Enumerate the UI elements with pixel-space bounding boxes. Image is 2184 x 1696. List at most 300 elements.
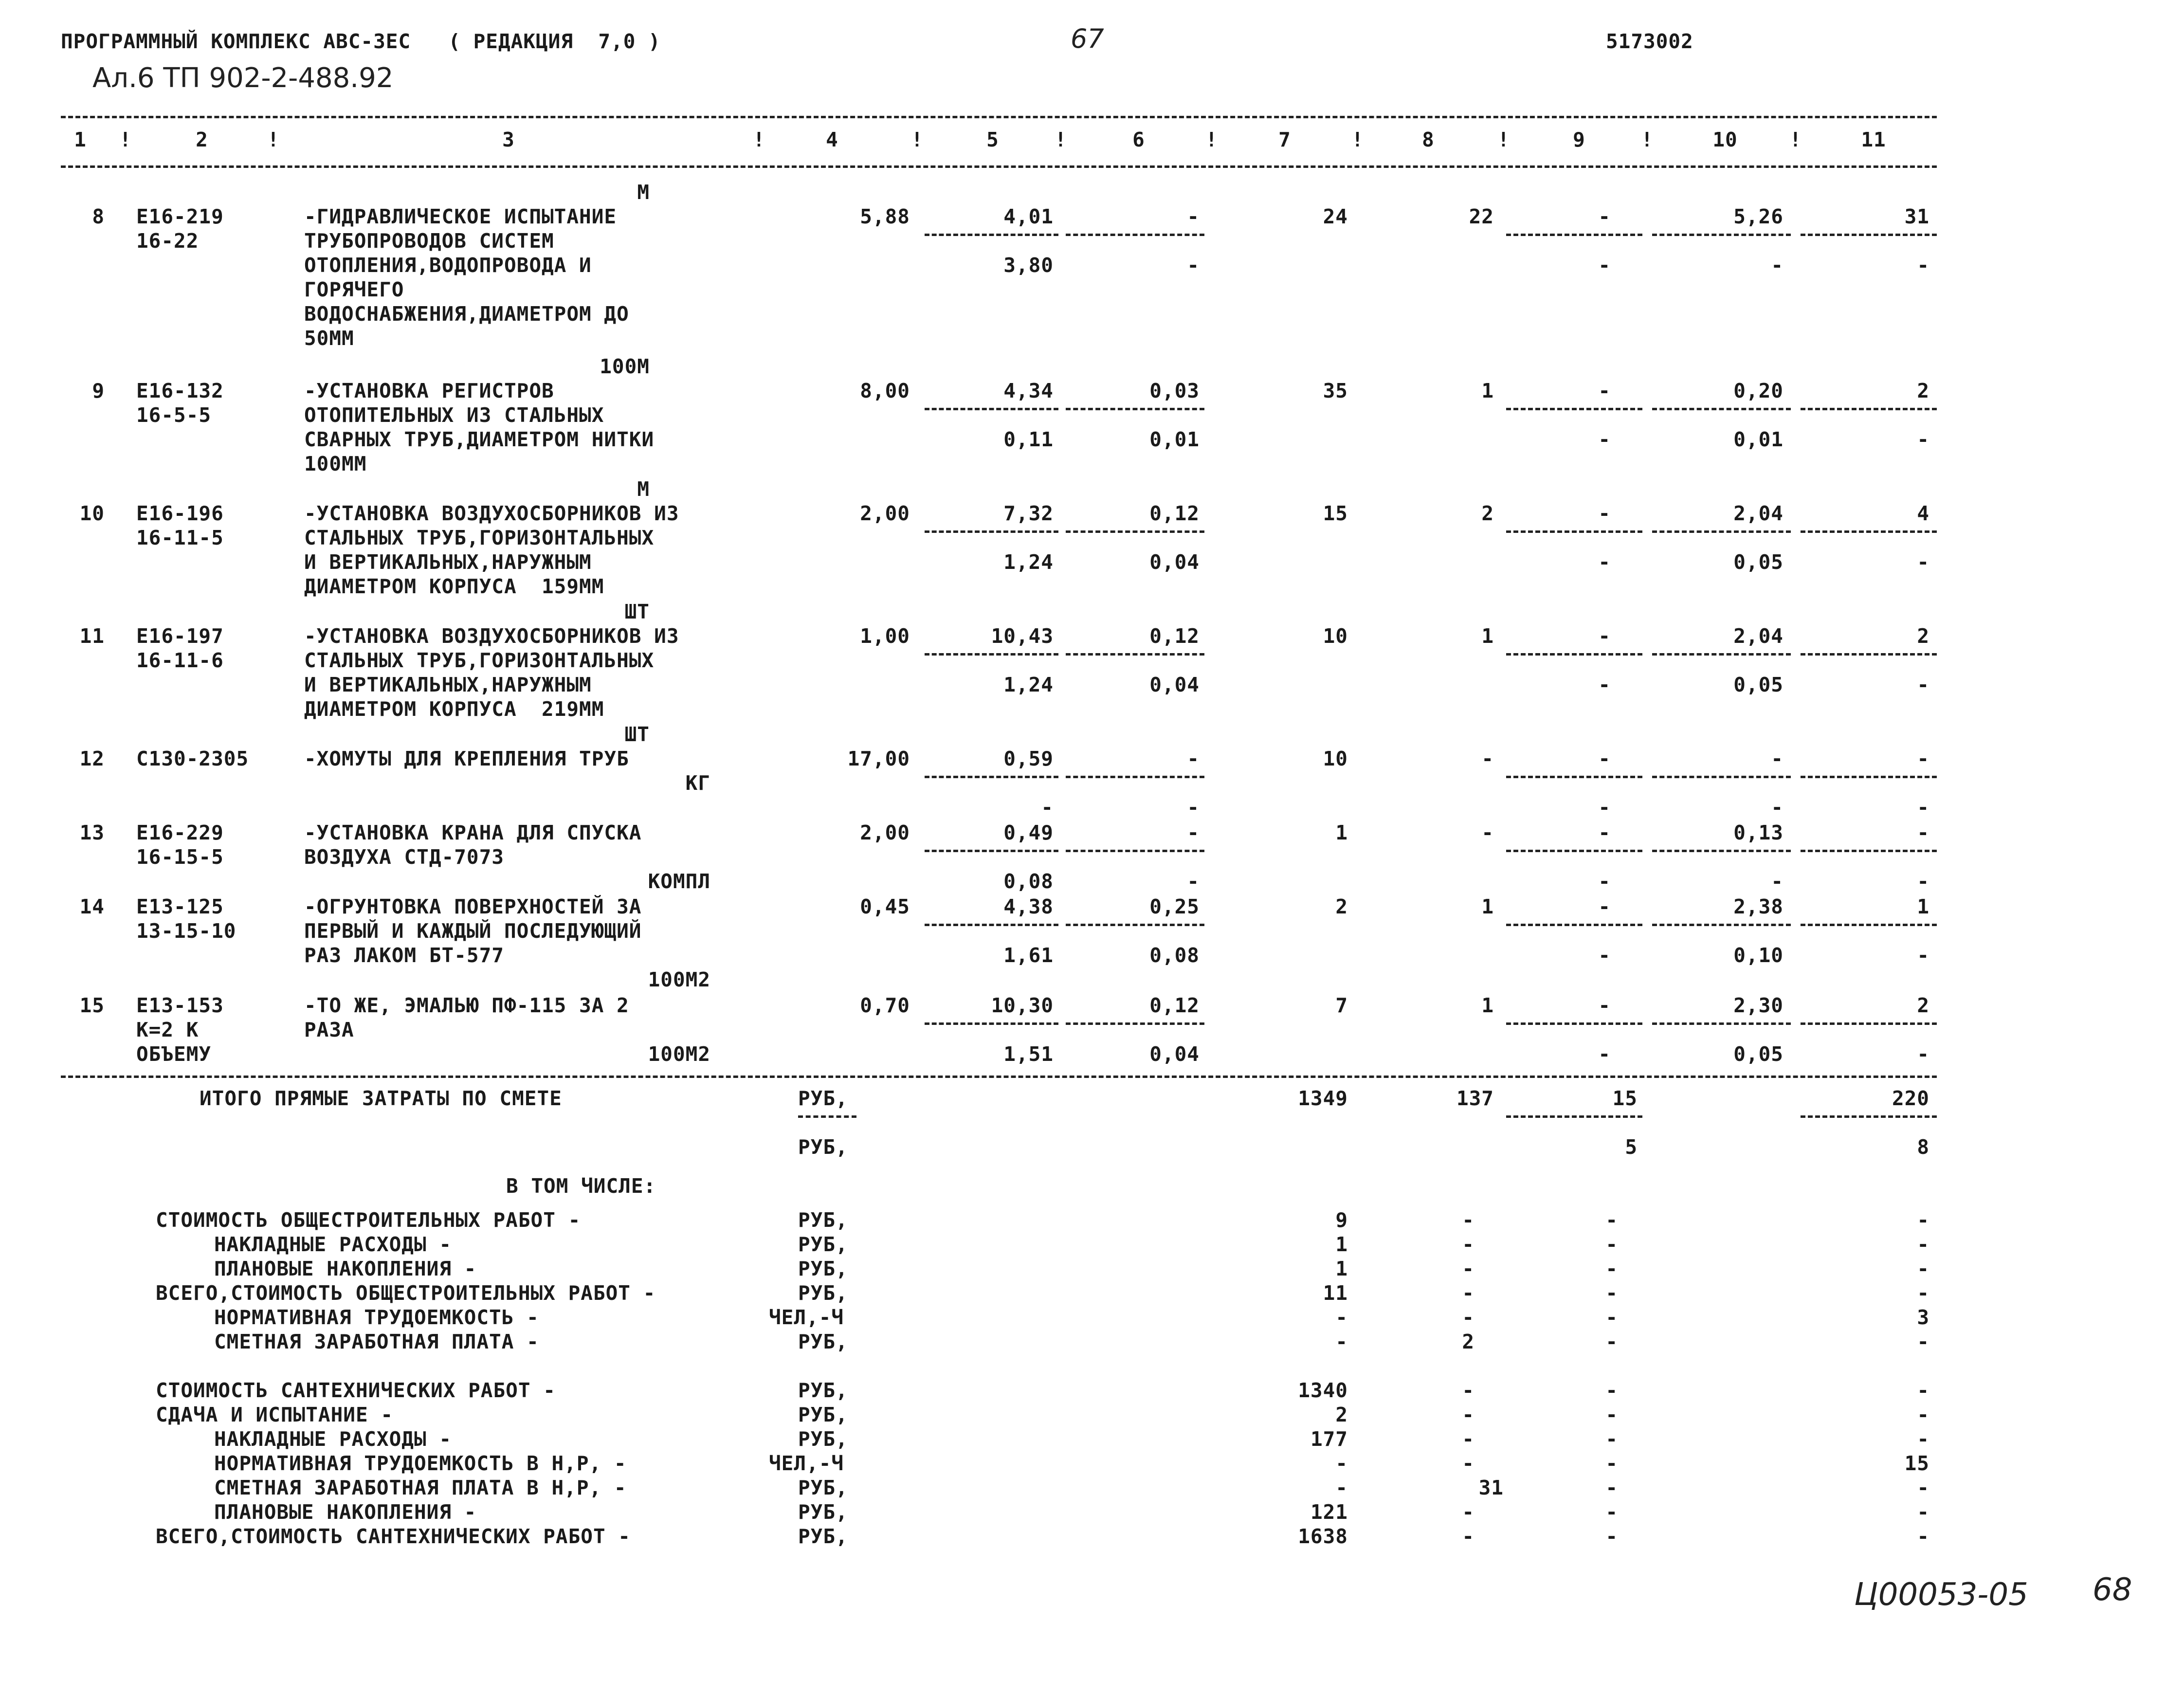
work-description: РАЗА	[304, 1018, 354, 1041]
work-description: -УСТАНОВКА ВОЗДУХОСБОРНИКОВ ИЗ	[304, 624, 679, 648]
position-code: 16-5-5	[136, 403, 212, 427]
column-separator: !	[1789, 128, 1802, 151]
work-description: -УСТАНОВКА РЕГИСТРОВ	[304, 379, 554, 402]
totals-label: ИТОГО ПРЯМЫЕ ЗАТРАТЫ ПО СМЕТЕ	[200, 1087, 562, 1110]
summary-label: СМЕТНАЯ ЗАРАБОТНАЯ ПЛАТА В Н,Р, -	[214, 1476, 627, 1499]
row-number: 11	[79, 624, 105, 648]
summary-col9: -	[1605, 1500, 1618, 1524]
work-description: ОТОПИТЕЛЬНЫХ ИЗ СТАЛЬНЫХ	[304, 403, 604, 427]
col9-value: -	[1598, 205, 1611, 228]
labor-hours-lower: -	[1771, 254, 1784, 277]
split-rule	[1652, 1022, 1791, 1025]
unit-label: 100М2	[648, 1042, 710, 1066]
summary-cost: 1340	[1298, 1379, 1348, 1402]
total-cost: 35	[1323, 379, 1348, 402]
column-header-11: 11	[1861, 128, 1886, 151]
summary-unit: РУБ,	[798, 1403, 848, 1426]
position-code: ОБЪЕМУ	[136, 1042, 212, 1066]
labor-hours: 0,13	[1733, 821, 1784, 844]
row-number: 9	[92, 379, 105, 402]
summary-unit: РУБ,	[798, 1257, 848, 1280]
summary-unit: ЧЕЛ,-Ч	[769, 1452, 844, 1475]
unit-label: М	[637, 477, 650, 501]
total-hours-lower: -	[1917, 1042, 1929, 1066]
column-separator: !	[1351, 128, 1364, 151]
summary-hours: -	[1917, 1525, 1929, 1548]
summary-labor: -	[1462, 1306, 1474, 1329]
summary-cost: 9	[1335, 1208, 1348, 1232]
summary-unit: РУБ,	[798, 1208, 848, 1232]
totals-rule	[61, 1076, 1937, 1078]
summary-col9: -	[1605, 1330, 1618, 1353]
total-hours-lower: -	[1917, 428, 1929, 451]
quantity: 5,88	[860, 205, 910, 228]
split-rule	[925, 234, 1058, 236]
unit-machine-cost: -	[1187, 821, 1200, 844]
summary-label: СТОИМОСТЬ ОБЩЕСТРОИТЕЛЬНЫХ РАБОТ -	[156, 1208, 581, 1232]
quantity: 0,70	[860, 994, 910, 1017]
unit-wage: 0,08	[1003, 870, 1054, 893]
summary-hours: -	[1917, 1208, 1929, 1232]
unit-wage: 3,80	[1003, 254, 1054, 277]
split-rule	[925, 408, 1058, 410]
col9-lower: -	[1598, 550, 1611, 574]
quantity: 17,00	[847, 747, 910, 770]
total-hours-lower: -	[1917, 673, 1929, 696]
totals-col9: 15	[1612, 1087, 1638, 1110]
total-labor-cost: -	[1481, 821, 1494, 844]
summary-cost: 11	[1323, 1281, 1348, 1305]
summary-col9: -	[1605, 1452, 1618, 1475]
split-rule	[1652, 776, 1791, 778]
labor-hours-lower: 0,05	[1733, 673, 1784, 696]
split-rule	[1066, 234, 1204, 236]
total-hours-lower: -	[1917, 870, 1929, 893]
col9-value: -	[1598, 502, 1611, 525]
summary-col9: -	[1605, 1306, 1618, 1329]
column-separator: !	[1205, 128, 1218, 151]
column-separator: !	[267, 128, 280, 151]
unit-cost: 10,43	[991, 624, 1054, 648]
header-rule-bottom	[61, 165, 1937, 168]
summary-label: ВСЕГО,СТОИМОСТЬ ОБЩЕСТРОИТЕЛЬНЫХ РАБОТ -	[156, 1281, 656, 1305]
total-labor-cost: 1	[1481, 624, 1494, 648]
total-labor-cost: 1	[1481, 994, 1494, 1017]
summary-labor: -	[1462, 1379, 1474, 1402]
summary-label: ПЛАНОВЫЕ НАКОПЛЕНИЯ -	[214, 1257, 477, 1280]
summary-label: НАКЛАДНЫЕ РАСХОДЫ -	[214, 1427, 452, 1451]
summary-cost: 1	[1335, 1233, 1348, 1256]
summary-unit: РУБ,	[798, 1500, 848, 1524]
position-code: 16-15-5	[136, 845, 224, 869]
unit-machine-wage: -	[1187, 870, 1200, 893]
split-rule	[1506, 924, 1642, 926]
column-separator: !	[911, 128, 924, 151]
unit-label: КГ	[685, 771, 710, 795]
unit-machine-cost: 0,12	[1149, 624, 1200, 648]
total-labor-hours: 2	[1917, 379, 1929, 402]
summary-labor: -	[1462, 1257, 1474, 1280]
summary-labor: -	[1462, 1281, 1474, 1305]
labor-hours: 2,04	[1733, 624, 1784, 648]
total-labor-cost: 1	[1481, 379, 1494, 402]
col9-value: -	[1598, 624, 1611, 648]
summary-col9: -	[1605, 1476, 1618, 1499]
summary-unit: РУБ,	[798, 1330, 848, 1353]
unit-machine-wage: -	[1187, 254, 1200, 277]
unit-machine-cost: 0,12	[1149, 502, 1200, 525]
work-description: -ХОМУТЫ ДЛЯ КРЕПЛЕНИЯ ТРУБ	[304, 747, 629, 770]
total-hours-lower: -	[1917, 944, 1929, 967]
column-separator: !	[1641, 128, 1654, 151]
split-rule	[1801, 234, 1937, 236]
column-header-9: 9	[1573, 128, 1585, 151]
summary-unit: ЧЕЛ,-Ч	[769, 1306, 844, 1329]
page-number: 67	[1071, 23, 1104, 54]
work-description: И ВЕРТИКАЛЬНЫХ,НАРУЖНЫМ	[304, 673, 592, 696]
col9-lower: -	[1598, 673, 1611, 696]
split-rule	[1506, 408, 1642, 410]
work-description: -ГИДРАВЛИЧЕСКОЕ ИСПЫТАНИЕ	[304, 205, 617, 228]
total-labor-cost: 1	[1481, 895, 1494, 918]
summary-label: СТОИМОСТЬ САНТЕХНИЧЕСКИХ РАБОТ -	[156, 1379, 556, 1402]
unit-cost: 0,59	[1003, 747, 1054, 770]
summary-cost: 2	[1335, 1403, 1348, 1426]
total-cost: 15	[1323, 502, 1348, 525]
split-rule	[1652, 530, 1791, 533]
quantity: 2,00	[860, 502, 910, 525]
col9-value: -	[1598, 379, 1611, 402]
work-description: СВАРНЫХ ТРУБ,ДИАМЕТРОМ НИТКИ	[304, 428, 655, 451]
position-code: Е13-153	[136, 994, 224, 1017]
unit-cost: 4,34	[1003, 379, 1054, 402]
position-code: 16-11-5	[136, 526, 224, 549]
program-title: ПРОГРАММНЫЙ КОМПЛЕКС АВС-3ЕС ( РЕДАКЦИЯ 7,0 )	[61, 30, 661, 53]
unit-machine-wage: 0,04	[1149, 550, 1200, 574]
summary-col9: -	[1605, 1525, 1618, 1548]
labor-hours: 2,30	[1733, 994, 1784, 1017]
summary-hours: -	[1917, 1500, 1929, 1524]
column-separator: !	[119, 128, 132, 151]
col9-lower: -	[1598, 870, 1611, 893]
summary-cost: -	[1335, 1452, 1348, 1475]
split-rule	[1801, 776, 1937, 778]
labor-hours: 2,04	[1733, 502, 1784, 525]
summary-unit: РУБ,	[798, 1379, 848, 1402]
summary-hours: -	[1917, 1330, 1929, 1353]
work-description: -УСТАНОВКА ВОЗДУХОСБОРНИКОВ ИЗ	[304, 502, 679, 525]
sheet-number: 68	[2093, 1572, 2132, 1608]
work-description: ОТОПЛЕНИЯ,ВОДОПРОВОДА И	[304, 254, 592, 277]
summary-labor: -	[1462, 1233, 1474, 1256]
summary-label: СМЕТНАЯ ЗАРАБОТНАЯ ПЛАТА -	[214, 1330, 539, 1353]
unit-label: 100М2	[648, 968, 710, 991]
col9-value: -	[1598, 895, 1611, 918]
work-description: ВОЗДУХА СТД-7073	[304, 845, 504, 869]
split-rule	[925, 653, 1058, 656]
labor-hours-lower: 0,01	[1733, 428, 1784, 451]
unit-wage: 0,11	[1003, 428, 1054, 451]
split-rule	[1652, 653, 1791, 656]
summary-hours: -	[1917, 1281, 1929, 1305]
summary-cost: 177	[1310, 1427, 1348, 1451]
row-number: 8	[92, 205, 105, 228]
total-labor-cost: 22	[1469, 205, 1494, 228]
summary-unit: РУБ,	[798, 1427, 848, 1451]
row-number: 13	[79, 821, 105, 844]
work-description: ПЕРВЫЙ И КАЖДЫЙ ПОСЛЕДУЮЩИЙ	[304, 919, 642, 943]
quantity: 2,00	[860, 821, 910, 844]
summary-hours: -	[1917, 1427, 1929, 1451]
work-description: 50ММ	[304, 327, 354, 350]
unit-machine-cost: 0,12	[1149, 994, 1200, 1017]
total-labor-cost: -	[1481, 747, 1494, 770]
document-code: 5173002	[1606, 30, 1693, 53]
summary-label: НОРМАТИВНАЯ ТРУДОЕМКОСТЬ В Н,Р, -	[214, 1452, 627, 1475]
column-header-10: 10	[1712, 128, 1738, 151]
work-description: СТАЛЬНЫХ ТРУБ,ГОРИЗОНТАЛЬНЫХ	[304, 526, 655, 549]
split-rule	[1652, 234, 1791, 236]
total-cost: 10	[1323, 624, 1348, 648]
split-rule	[1066, 530, 1204, 533]
split-rule	[1066, 408, 1204, 410]
column-header-1: 1	[74, 128, 87, 151]
work-description: ДИАМЕТРОМ КОРПУСА 219ММ	[304, 697, 604, 721]
quantity: 0,45	[860, 895, 910, 918]
summary-col9: -	[1605, 1403, 1618, 1426]
split-rule	[1652, 924, 1791, 926]
work-description: ТРУБОПРОВОДОВ СИСТЕМ	[304, 229, 554, 253]
total-labor-hours: 4	[1917, 502, 1929, 525]
position-code: С130-2305	[136, 747, 249, 770]
position-code: Е16-132	[136, 379, 224, 402]
summary-hours: 3	[1917, 1306, 1929, 1329]
position-code: 16-22	[136, 229, 199, 253]
split-rule	[925, 530, 1058, 533]
unit-wage: 1,51	[1003, 1042, 1054, 1066]
work-description: СТАЛЬНЫХ ТРУБ,ГОРИЗОНТАЛЬНЫХ	[304, 649, 655, 672]
including-heading: В ТОМ ЧИСЛЕ:	[506, 1174, 656, 1198]
labor-hours-lower: 0,10	[1733, 944, 1784, 967]
total-cost: 24	[1323, 205, 1348, 228]
row-number: 10	[79, 502, 105, 525]
column-header-8: 8	[1422, 128, 1435, 151]
position-code: Е16-229	[136, 821, 224, 844]
position-code: 13-15-10	[136, 919, 237, 943]
split-rule	[1801, 530, 1937, 533]
quantity: 8,00	[860, 379, 910, 402]
row-number: 14	[79, 895, 105, 918]
split-rule	[1066, 1022, 1204, 1025]
summary-labor: -	[1462, 1452, 1474, 1475]
split-rule	[1066, 776, 1204, 778]
unit-machine-wage: 0,08	[1149, 944, 1200, 967]
summary-unit: РУБ,	[798, 1281, 848, 1305]
split-rule	[1506, 1115, 1642, 1118]
unit-cost: 0,49	[1003, 821, 1054, 844]
total-cost: 2	[1335, 895, 1348, 918]
summary-label: ПЛАНОВЫЕ НАКОПЛЕНИЯ -	[214, 1500, 477, 1524]
unit-cost: 7,32	[1003, 502, 1054, 525]
unit-machine-wage: -	[1187, 796, 1200, 819]
col9-value: -	[1598, 994, 1611, 1017]
total-labor-cost: 2	[1481, 502, 1494, 525]
summary-labor: 2	[1462, 1330, 1474, 1353]
unit-machine-cost: 0,03	[1149, 379, 1200, 402]
column-header-2: 2	[196, 128, 208, 151]
header-rule-top	[61, 116, 1937, 118]
column-header-3: 3	[502, 128, 515, 151]
total-hours-lower: -	[1917, 550, 1929, 574]
unit-label: КОМПЛ	[648, 870, 710, 893]
totals-cost: 1349	[1298, 1087, 1348, 1110]
summary-labor: 31	[1478, 1476, 1504, 1499]
album-reference: Ал.6 ТП 902-2-488.92	[92, 62, 394, 94]
position-code: Е16-197	[136, 624, 224, 648]
labor-hours: 0,20	[1733, 379, 1784, 402]
work-description: ВОДОСНАБЖЕНИЯ,ДИАМЕТРОМ ДО	[304, 302, 629, 326]
stamp-code: Ц00053-05	[1854, 1577, 2028, 1613]
summary-col9: -	[1605, 1427, 1618, 1451]
column-separator: !	[1055, 128, 1067, 151]
labor-hours-lower: 0,05	[1733, 550, 1784, 574]
unit-machine-cost: -	[1187, 747, 1200, 770]
col9-lower: -	[1598, 944, 1611, 967]
split-rule	[1506, 776, 1642, 778]
summary-cost: -	[1335, 1306, 1348, 1329]
position-code: Е13-125	[136, 895, 224, 918]
split-rule	[798, 1115, 856, 1118]
summary-col9: -	[1605, 1379, 1618, 1402]
split-rule	[1801, 924, 1937, 926]
labor-hours-lower: -	[1771, 796, 1784, 819]
total-labor-hours: 2	[1917, 624, 1929, 648]
summary-hours: -	[1917, 1233, 1929, 1256]
col9-lower: -	[1598, 254, 1611, 277]
summary-label: НОРМАТИВНАЯ ТРУДОЕМКОСТЬ -	[214, 1306, 539, 1329]
split-rule	[1506, 530, 1642, 533]
total-labor-hours: -	[1917, 821, 1929, 844]
labor-hours-lower: 0,05	[1733, 1042, 1784, 1066]
summary-label: СДАЧА И ИСПЫТАНИЕ -	[156, 1403, 393, 1426]
summary-col9: -	[1605, 1233, 1618, 1256]
work-description: ДИАМЕТРОМ КОРПУСА 159ММ	[304, 575, 604, 598]
totals-hours-lower: 8	[1917, 1135, 1929, 1159]
split-rule	[925, 776, 1058, 778]
split-rule	[925, 924, 1058, 926]
work-description: -ТО ЖЕ, ЭМАЛЬЮ ПФ-115 ЗА 2	[304, 994, 629, 1017]
summary-hours: -	[1917, 1476, 1929, 1499]
split-rule	[1066, 924, 1204, 926]
column-header-4: 4	[826, 128, 838, 151]
split-rule	[1506, 653, 1642, 656]
col9-lower: -	[1598, 796, 1611, 819]
quantity: 1,00	[860, 624, 910, 648]
work-description: 100ММ	[304, 452, 367, 475]
position-code: Е16-196	[136, 502, 224, 525]
unit-label: 100М	[600, 355, 650, 378]
split-rule	[925, 1022, 1058, 1025]
labor-hours-lower: -	[1771, 870, 1784, 893]
unit-wage: -	[1041, 796, 1054, 819]
summary-hours: -	[1917, 1379, 1929, 1402]
summary-label: ВСЕГО,СТОИМОСТЬ САНТЕХНИЧЕСКИХ РАБОТ -	[156, 1525, 631, 1548]
split-rule	[1066, 653, 1204, 656]
unit-machine-cost: -	[1187, 205, 1200, 228]
split-rule	[1801, 1115, 1937, 1118]
col9-lower: -	[1598, 428, 1611, 451]
summary-col9: -	[1605, 1208, 1618, 1232]
unit-label: ШТ	[624, 723, 650, 746]
totals-col9-lower: 5	[1625, 1135, 1638, 1159]
totals-unit: РУБ,	[798, 1087, 848, 1110]
labor-hours: 2,38	[1733, 895, 1784, 918]
summary-labor: -	[1462, 1500, 1474, 1524]
unit-machine-wage: 0,04	[1149, 673, 1200, 696]
summary-unit: РУБ,	[798, 1476, 848, 1499]
split-rule	[1506, 850, 1642, 852]
work-description: РАЗ ЛАКОМ БТ-577	[304, 944, 504, 967]
total-labor-hours: 1	[1917, 895, 1929, 918]
summary-unit: РУБ,	[798, 1233, 848, 1256]
summary-labor: -	[1462, 1208, 1474, 1232]
column-separator: !	[1497, 128, 1510, 151]
split-rule	[1066, 850, 1204, 852]
total-labor-hours: 31	[1904, 205, 1929, 228]
work-description: -УСТАНОВКА КРАНА ДЛЯ СПУСКА	[304, 821, 642, 844]
work-description: -ОГРУНТОВКА ПОВЕРХНОСТЕЙ ЗА	[304, 895, 642, 918]
position-code: К=2 К	[136, 1018, 199, 1041]
unit-machine-wage: 0,04	[1149, 1042, 1200, 1066]
unit-cost: 4,01	[1003, 205, 1054, 228]
labor-hours: -	[1771, 747, 1784, 770]
split-rule	[925, 850, 1058, 852]
split-rule	[1652, 408, 1791, 410]
summary-cost: -	[1335, 1330, 1348, 1353]
work-description: И ВЕРТИКАЛЬНЫХ,НАРУЖНЫМ	[304, 550, 592, 574]
position-code: 16-11-6	[136, 649, 224, 672]
total-hours-lower: -	[1917, 254, 1929, 277]
row-number: 15	[79, 994, 105, 1017]
column-header-6: 6	[1132, 128, 1145, 151]
split-rule	[1652, 850, 1791, 852]
total-labor-hours: 2	[1917, 994, 1929, 1017]
summary-cost: 121	[1310, 1500, 1348, 1524]
split-rule	[1801, 408, 1937, 410]
summary-hours: -	[1917, 1257, 1929, 1280]
work-description: ГОРЯЧЕГО	[304, 278, 404, 301]
summary-hours: 15	[1904, 1452, 1929, 1475]
unit-cost: 10,30	[991, 994, 1054, 1017]
position-code: Е16-219	[136, 205, 224, 228]
total-hours-lower: -	[1917, 796, 1929, 819]
unit-label: ШТ	[624, 600, 650, 623]
column-header-5: 5	[986, 128, 999, 151]
total-cost: 7	[1335, 994, 1348, 1017]
col9-value: -	[1598, 821, 1611, 844]
split-rule	[1801, 850, 1937, 852]
total-cost: 10	[1323, 747, 1348, 770]
totals-hours: 220	[1892, 1087, 1929, 1110]
column-header-7: 7	[1278, 128, 1291, 151]
summary-col9: -	[1605, 1257, 1618, 1280]
unit-machine-wage: 0,01	[1149, 428, 1200, 451]
summary-cost: 1	[1335, 1257, 1348, 1280]
split-rule	[1506, 1022, 1642, 1025]
unit-label: М	[637, 181, 650, 204]
row-number: 12	[79, 747, 105, 770]
col9-lower: -	[1598, 1042, 1611, 1066]
